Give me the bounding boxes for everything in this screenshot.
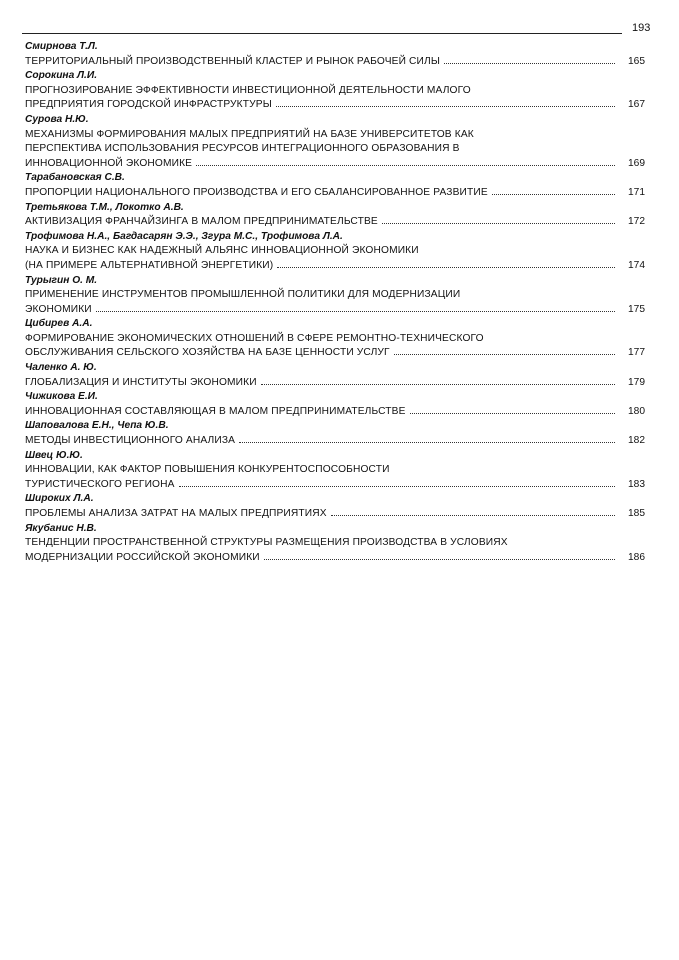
toc-entry-page-number: 175 [628, 303, 645, 315]
toc-entry-title-line: ГЛОБАЛИЗАЦИЯ И ИНСТИТУТЫ ЭКОНОМИКИ [25, 376, 257, 388]
toc-entry-last-line [25, 303, 645, 318]
toc-entry-title-line: ФОРМИРОВАНИЕ ЭКОНОМИЧЕСКИХ ОТНОШЕНИЙ В СФЕРЕ РЕМОНТНО-ТЕХНИЧЕСКОГО [25, 332, 484, 344]
page-number: 193 [632, 22, 651, 34]
toc-entry-last-line [25, 215, 645, 230]
toc-entry [25, 113, 645, 171]
toc-entry-page-number: 167 [628, 99, 645, 111]
toc-entry-author: Трофимова Н.А., Багдасарян Э.Э., Згура М.С., Трофимова Л.А. [25, 230, 343, 242]
toc-entry-page-number: 186 [628, 551, 645, 563]
toc-entry-author: Чижикова Е.И. [25, 391, 98, 403]
toc-entry-title-line: ТЕНДЕНЦИИ ПРОСТРАНСТВЕННОЙ СТРУКТУРЫ РАЗМЕЩЕНИЯ ПРОИЗВОДСТВА В УСЛОВИЯХ [25, 537, 508, 549]
dot-leader [261, 384, 615, 385]
toc-entry-author: Тарабановская С.В. [25, 172, 125, 184]
toc-entry-author: Третьякова Т.М., Локотко А.В. [25, 201, 184, 213]
toc-entry-page-number: 169 [628, 157, 645, 169]
dot-leader [394, 354, 615, 355]
toc-entry-author: Смирнова Т.Л. [25, 41, 98, 52]
toc-entry-title-line: ИННОВАЦИОННОЙ ЭКОНОМИКЕ [25, 157, 193, 169]
toc-entry-page-number: 171 [628, 186, 645, 198]
toc-entry-title-line: МЕХАНИЗМЫ ФОРМИРОВАНИЯ МАЛЫХ ПРЕДПРИЯТИЙ НА БАЗЕ УНИВЕРСИТЕТОВ КАК [25, 128, 474, 140]
toc-entry-page-number: 185 [628, 508, 645, 519]
dot-leader [96, 311, 615, 312]
toc-entry-author: Шаповалова Е.Н., Чепа Ю.В. [25, 420, 169, 432]
toc-entry-last-line [25, 405, 645, 420]
toc-entry-title-line: ТУРИСТИЧЕСКОГО РЕГИОНА [25, 478, 175, 490]
toc-entry-page-number: 177 [628, 347, 645, 359]
toc-entry-page-number: 183 [628, 478, 645, 490]
toc-entry [25, 69, 645, 113]
toc-entry-title-line: ПРОПОРЦИИ НАЦИОНАЛЬНОГО ПРОИЗВОДСТВА И ЕГО СБАЛАНСИРОВАННОЕ РАЗВИТИЕ [25, 186, 488, 198]
toc-entry-author: Турыгин О. М. [25, 274, 98, 286]
toc-entry [25, 40, 645, 69]
toc-entry [25, 522, 645, 566]
toc-entry-title-line: МОДЕРНИЗАЦИИ РОССИЙСКОЙ ЭКОНОМИКИ [25, 551, 260, 563]
toc-entry-page-number: 182 [628, 435, 645, 447]
toc-entry-title-line: ИННОВАЦИИ, КАК ФАКТОР ПОВЫШЕНИЯ КОНКУРЕНТОСПОСОБНОСТИ [25, 464, 390, 476]
toc-entry [25, 419, 645, 448]
toc-entry-title-line: ПРОГНОЗИРОВАНИЕ ЭФФЕКТИВНОСТИ ИНВЕСТИЦИОННОЙ ДЕЯТЕЛЬНОСТИ МАЛОГО [25, 84, 471, 96]
toc-entry-last-line [25, 434, 645, 449]
toc-entry-last-line [25, 507, 645, 522]
toc-entry-title-line: ИННОВАЦИОННАЯ СОСТАВЛЯЮЩАЯ В МАЛОМ ПРЕДПРИНИМАТЕЛЬСТВЕ [25, 405, 406, 417]
toc-entry [25, 274, 645, 318]
toc-entry-last-line [25, 478, 645, 493]
toc-entry-title-line: ПРИМЕНЕНИЕ ИНСТРУМЕНТОВ ПРОМЫШЛЕННОЙ ПОЛИТИКИ ДЛЯ МОДЕРНИЗАЦИИ [25, 289, 461, 301]
toc-entry-title-line: НАУКА И БИЗНЕС КАК НАДЕЖНЫЙ АЛЬЯНС ИННОВАЦИОННОЙ ЭКОНОМИКИ [25, 245, 419, 257]
toc-entry [25, 171, 645, 200]
toc-entry [25, 201, 645, 230]
toc-entry-last-line [25, 55, 645, 70]
table-of-contents [25, 40, 645, 565]
toc-entry-page-number: 165 [628, 55, 645, 67]
dot-leader [277, 267, 615, 268]
toc-entry-author: Сорокина Л.И. [25, 70, 98, 82]
toc-entry-last-line [25, 157, 645, 172]
toc-entry-last-line [25, 98, 645, 113]
toc-entry-title-line: ПЕРСПЕКТИВА ИСПОЛЬЗОВАНИЯ РЕСУРСОВ ИНТЕГРАЦИОННОГО ОБРАЗОВАНИЯ В [25, 143, 460, 155]
dot-leader [179, 486, 615, 487]
toc-entry-title-line: ОБСЛУЖИВАНИЯ СЕЛЬСКОГО ХОЗЯЙСТВА НА БАЗЕ ЦЕННОСТИ УСЛУГ [25, 347, 390, 359]
toc-entry-page-number: 179 [628, 376, 645, 388]
toc-entry-page-number: 172 [628, 216, 645, 228]
toc-entry-title-line: ЭКОНОМИКИ [25, 303, 92, 315]
dot-leader [276, 106, 615, 107]
toc-entry [25, 390, 645, 419]
toc-entry-title-line: АКТИВИЗАЦИЯ ФРАНЧАЙЗИНГА В МАЛОМ ПРЕДПРИНИМАТЕЛЬСТВЕ [25, 216, 378, 228]
toc-entry-last-line [25, 186, 645, 201]
dot-leader [410, 413, 615, 414]
toc-entry-last-line [25, 551, 645, 566]
toc-entry-author: Цибирев А.А. [25, 318, 93, 330]
toc-entry-title-line: (НА ПРИМЕРЕ АЛЬТЕРНАТИВНОЙ ЭНЕРГЕТИКИ) [25, 259, 274, 271]
dot-leader [264, 559, 615, 560]
toc-entry-author: Сурова Н.Ю. [25, 113, 89, 125]
dot-leader [444, 63, 615, 64]
toc-entry-author: Широких Л.А. [25, 493, 94, 505]
dot-leader [382, 223, 615, 224]
toc-entry [25, 449, 645, 493]
toc-entry-author: Чаленко А. Ю. [25, 362, 97, 374]
toc-entry [25, 230, 645, 274]
toc-entry-title-line: ТЕРРИТОРИАЛЬНЫЙ ПРОИЗВОДСТВЕННЫЙ КЛАСТЕР И РЫНОК РАБОЧЕЙ СИЛЫ [25, 55, 441, 67]
toc-entry-last-line [25, 346, 645, 361]
dot-leader [196, 165, 615, 166]
toc-entry-author: Швец Ю.Ю. [25, 449, 83, 461]
dot-leader [492, 194, 615, 195]
toc-entry-last-line [25, 376, 645, 391]
toc-entry-author: Якубанис Н.В. [25, 522, 97, 534]
toc-entry [25, 361, 645, 390]
toc-entry-title-line: МЕТОДЫ ИНВЕСТИЦИОННОГО АНАЛИЗА [25, 435, 236, 447]
dot-leader [239, 442, 615, 443]
dot-leader [331, 515, 615, 516]
toc-entry [25, 492, 645, 521]
toc-entry-page-number: 174 [628, 259, 645, 271]
toc-entry-page-number: 180 [628, 405, 645, 417]
toc-entry-last-line [25, 259, 645, 274]
toc-entry-title-line: ПРОБЛЕМЫ АНАЛИЗА ЗАТРАТ НА МАЛЫХ ПРЕДПРИЯТИЯХ [25, 508, 327, 519]
header-rule [22, 33, 622, 34]
toc-entry [25, 317, 645, 361]
toc-entry-title-line: ПРЕДПРИЯТИЯ ГОРОДСКОЙ ИНФРАСТРУКТУРЫ [25, 99, 272, 111]
